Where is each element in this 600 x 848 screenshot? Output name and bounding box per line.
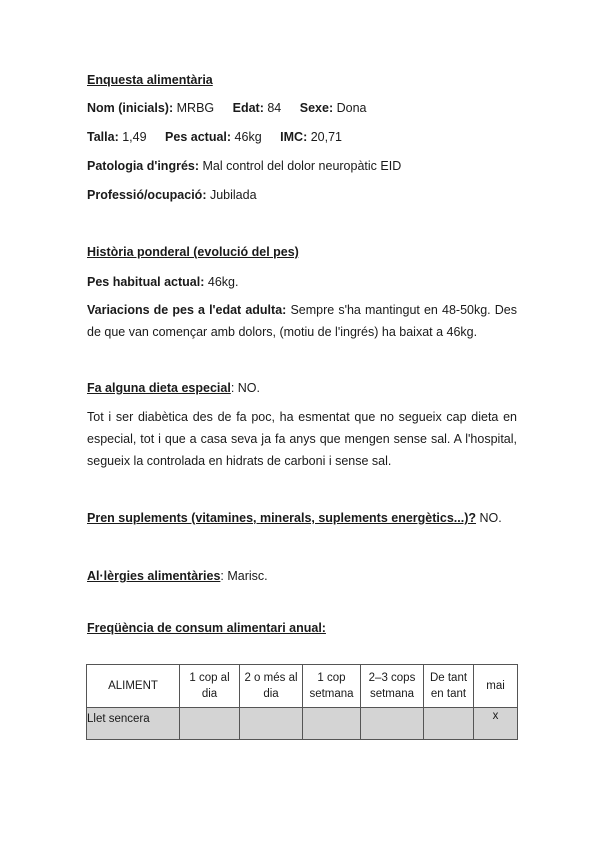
usual-weight-label: Pes habitual actual <box>87 275 201 289</box>
patient-line-2: Talla: 1,49 Pes actual: 46kg IMC: 20,71 <box>87 130 342 144</box>
frequency-cell: x <box>474 708 518 740</box>
occupation-line: Professió/ocupació: Jubilada <box>87 188 257 202</box>
usual-weight-value: 46kg. <box>207 275 239 289</box>
frequency-heading: Freqüència de consum alimentari anual: <box>87 621 326 635</box>
header-cell: mai <box>474 665 518 708</box>
name-label: Nom (inicials) <box>87 101 169 115</box>
age-value: 84 <box>267 101 282 115</box>
header-cell: 2–3 cops setmana <box>361 665 424 708</box>
occupation-value: Jubilada <box>209 188 257 202</box>
name-value: MRBG <box>176 101 215 115</box>
variation-value: Sempre s'ha mantingut en 48-50kg. Des de que van començar amb dolors, (motiu de l'ingrés) ha baixat a 46kg. <box>87 303 517 339</box>
weight-variation-paragraph: Variacions de pes a l'edat adulta: Sempre s'ha mantingut en 48-50kg. Des de que van començar amb dolors, (motiu de l'ingrés) ha baixat a 46kg. <box>87 303 517 339</box>
bmi-label: IMC <box>280 130 304 144</box>
diet-line: Fa alguna dieta especial: NO. <box>87 381 260 395</box>
height-label: Talla <box>87 130 115 144</box>
header-cell: 1 cop al dia <box>180 665 240 708</box>
header-cell: ALIMENT <box>87 665 180 708</box>
diet-answer: NO. <box>237 381 260 395</box>
table-header-row <box>87 665 518 708</box>
allergies-answer: Marisc. <box>227 569 268 583</box>
pathology-line: Patologia d'ingrés: Mal control del dolor neuropàtic EID <box>87 159 402 173</box>
frequency-cell <box>180 708 240 740</box>
food-cell: Llet sencera <box>87 708 180 740</box>
patient-line-1: Nom (inicials): MRBG Edat: 84 Sexe: Dona <box>87 101 367 115</box>
usual-weight-line: Pes habitual actual: 46kg. <box>87 275 239 289</box>
supplements-heading: Pren suplements (vitamines, minerals, suplements energètics...)? <box>87 511 477 525</box>
frequency-cell <box>424 708 474 740</box>
variation-label: Variacions de pes a l'edat adulta <box>87 303 283 317</box>
header-cell: 2 o més al dia <box>240 665 303 708</box>
frequency-cell <box>303 708 361 740</box>
frequency-cell <box>240 708 303 740</box>
diet-heading: Fa alguna dieta especial <box>87 381 231 395</box>
occupation-label: Professió/ocupació <box>87 188 203 202</box>
pathology-value: Mal control del dolor neuropàtic EID <box>202 159 402 173</box>
allergies-heading: Al·lèrgies alimentàries <box>87 569 221 583</box>
weight-label: Pes actual <box>165 130 227 144</box>
bmi-value: 20,71 <box>310 130 342 144</box>
weight-value: 46kg <box>234 130 262 144</box>
header-cell: 1 cop setmana <box>303 665 361 708</box>
header-cell: De tant en tant <box>424 665 474 708</box>
height-value: 1,49 <box>122 130 147 144</box>
table-row <box>87 708 518 740</box>
survey-title: Enquesta alimentària <box>87 73 213 87</box>
pathology-label: Patologia d'ingrés <box>87 159 195 173</box>
age-label: Edat <box>232 101 260 115</box>
sex-value: Dona <box>336 101 367 115</box>
sex-label: Sexe <box>299 101 329 115</box>
weight-history-heading: Història ponderal (evolució del pes) <box>87 245 299 259</box>
supplements-answer: NO. <box>479 511 502 525</box>
frequency-table <box>86 664 518 740</box>
allergies-line: Al·lèrgies alimentàries: Marisc. <box>87 569 268 583</box>
diet-paragraph: Tot i ser diabètica des de fa poc, ha esmentat que no segueix cap dieta en especial, tot i que a casa seva ja fa anys que mengen sense sal. A l'hospital, segueix la controlada en hidrats de carboni i sense sal. <box>87 410 517 468</box>
frequency-cell <box>361 708 424 740</box>
supplements-line <box>87 510 502 526</box>
